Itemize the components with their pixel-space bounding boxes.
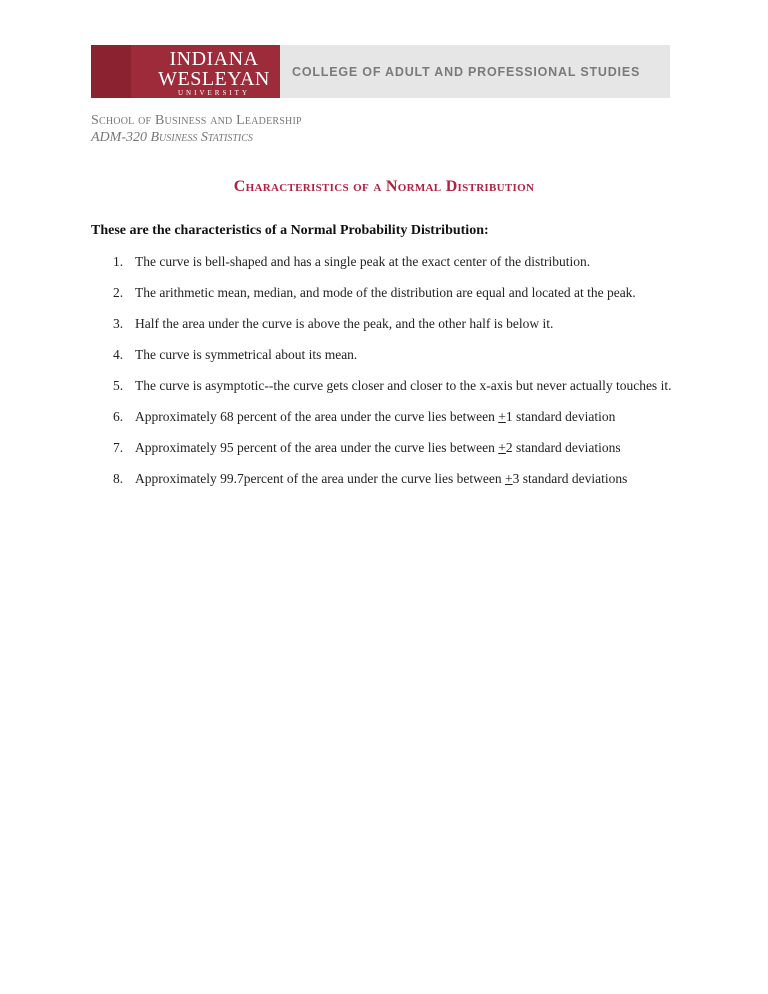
item-number: 3.: [113, 316, 124, 331]
item-text: The curve is bell-shaped and has a single peak at the exact center of the distribution.: [135, 254, 591, 269]
logo-line-2: WESLEYAN: [158, 68, 270, 90]
item-text-post: 3 standard deviations: [512, 471, 628, 486]
item-number: 1.: [113, 254, 124, 269]
university-logo: [91, 45, 280, 98]
list-item: [91, 409, 691, 425]
item-text-pre: Approximately 95 percent of the area under the curve lies between: [135, 440, 499, 455]
list-item: [91, 378, 691, 394]
item-number: 5.: [113, 378, 124, 393]
document-title: Characteristics of a Normal Distribution: [233, 178, 535, 195]
list-item: [91, 316, 691, 332]
logo-line-1: INDIANA: [169, 48, 259, 70]
list-item: [91, 471, 691, 487]
plus-minus-symbol: +: [504, 471, 513, 486]
item-text-post: 1 standard deviation: [505, 409, 616, 424]
item-number: 6.: [113, 409, 124, 424]
item-text: The arithmetic mean, median, and mode of the distribution are equal and located at the peak.: [135, 285, 636, 300]
list-item: [91, 347, 691, 363]
plus-minus-symbol: +: [498, 409, 506, 424]
item-number: 7.: [113, 440, 124, 455]
list-item: [91, 440, 691, 456]
item-number: 4.: [113, 347, 124, 362]
item-number: 2.: [113, 285, 124, 300]
plus-minus-symbol: +: [498, 440, 506, 455]
characteristics-list: [91, 254, 691, 502]
item-text-post: 2 standard deviations: [505, 440, 621, 455]
header-banner: [91, 45, 670, 98]
item-text-pre: Approximately 99.7percent of the area under the curve lies between: [135, 471, 505, 486]
list-item: [91, 254, 691, 270]
college-name: COLLEGE OF ADULT AND PROFESSIONAL STUDIES: [292, 65, 641, 79]
intro-text: These are the characteristics of a Normal Probability Distribution:: [91, 223, 489, 238]
item-text-pre: Approximately 68 percent of the area under the curve lies between: [135, 409, 499, 424]
course-name: ADM-320 Business Statistics: [91, 130, 253, 145]
item-text: The curve is asymptotic--the curve gets closer and closer to the x-axis but never actually touches it.: [135, 378, 672, 393]
logo-line-3: UNIVERSITY: [178, 89, 250, 97]
list-item: [91, 285, 691, 301]
school-name: School of Business and Leadership: [91, 113, 302, 128]
logo-stripe: [91, 45, 131, 98]
item-number: 8.: [113, 471, 124, 486]
item-text: Half the area under the curve is above the peak, and the other half is below it.: [135, 316, 554, 331]
logo-text: [150, 49, 278, 97]
item-text: The curve is symmetrical about its mean.: [135, 347, 358, 362]
